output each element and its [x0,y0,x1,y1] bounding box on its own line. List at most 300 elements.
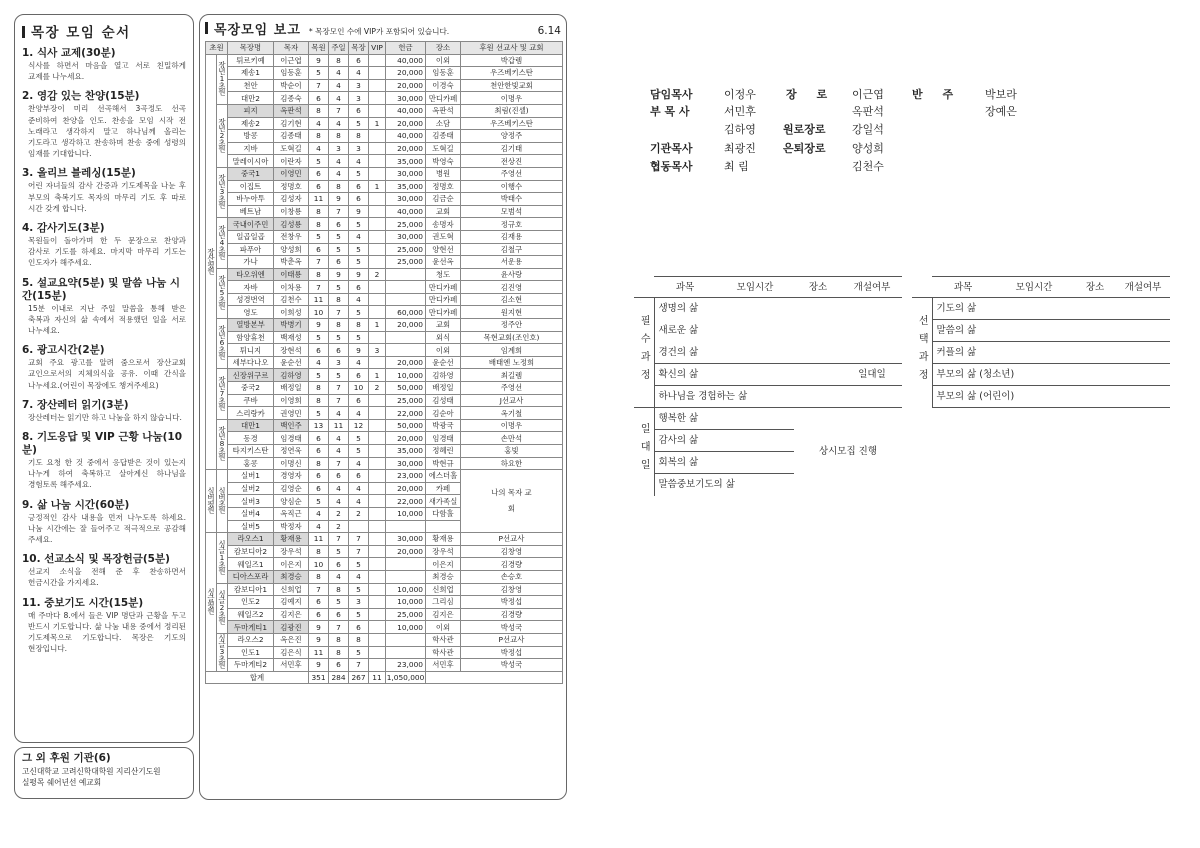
report-row [206,583,563,596]
place: 이외 [426,54,461,67]
place: 학사관 [426,633,461,646]
mokjang: 6 [349,104,369,117]
meeting-step-desc: 매 주마다 8.에서 들은 VIP 명단과 근황을 두고 반드시 기도합니다. 삶 나눔 내용 중에서 정리된 기도제목으로 기도합니다. 목장은 기도의 현장입니다. [28,610,186,654]
mokjang: 5 [349,243,369,256]
vip [369,67,386,80]
mokjang-name: 함양휴천 [228,331,274,344]
mokwon: 6 [309,180,329,193]
staff-name: 이근엽 [852,88,884,101]
place: 권도혁 [426,230,461,243]
offering: 20,000 [386,545,426,558]
place: 서민후 [426,659,461,672]
mokjang-name: 웨일즈1 [228,558,274,571]
grassland-label: 장년7초원 [217,375,227,410]
mokja: 김지은 [274,608,309,621]
mokjang-name: 자바 [228,281,274,294]
mokjang-name: 신장위구르 [228,369,274,382]
mokjang: 6 [349,470,369,483]
report-col-header: 장소 [426,42,461,55]
mission-support: 김진영 [461,281,563,294]
mokjang: 5 [349,646,369,659]
mokjang-name: 대만2 [228,92,274,105]
support-org-line: 실평목 쉐어년선 예교회 [22,778,102,787]
grassland-label: 싱글1초원 [217,539,227,574]
mokjang-name: 타오위엔 [228,268,274,281]
mokwon: 4 [309,520,329,533]
mokja: 김영순 [274,482,309,495]
jueil: 7 [329,457,349,470]
course-item: 부모의 삶 (어린이) [932,386,1074,408]
place: 옥판석 [426,104,461,117]
mokwon: 4 [309,356,329,369]
mokjang: 9 [349,268,369,281]
place: 다함홀 [426,507,461,520]
jueil: 7 [329,205,349,218]
jueil: 4 [329,155,349,168]
staff-name: 이정우 [724,88,756,101]
place: 만디카페 [426,306,461,319]
report-panel [199,14,567,800]
vip [369,54,386,67]
jueil: 7 [329,104,349,117]
mokwon: 5 [309,331,329,344]
place: 송명자 [426,218,461,231]
total-mokwon: 351 [309,671,329,684]
mokjang-name: 파푸아 [228,243,274,256]
offering: 50,000 [386,382,426,395]
mokwon: 6 [309,243,329,256]
course-item: 말씀중보기도의 삶 [658,479,735,491]
mokwon: 5 [309,407,329,420]
mission-support: 김철구 [461,243,563,256]
mokjang: 5 [349,445,369,458]
mokja: 정명호 [274,180,309,193]
mokwon: 8 [309,382,329,395]
mokwon: 7 [309,256,329,269]
grassland-label: 장년6초원 [217,325,227,360]
place: 박광국 [426,419,461,432]
mokwon: 8 [309,130,329,143]
mokwon: 9 [309,54,329,67]
vip [369,520,386,533]
mokwon: 9 [309,633,329,646]
mokjang-name: 라오스1 [228,533,274,546]
mokjang-name: 세부다나오 [228,356,274,369]
jueil: 2 [329,507,349,520]
offering: 25,000 [386,256,426,269]
mission-support: 최길렘 [461,369,563,382]
vip [369,407,386,420]
mokwon: 8 [309,205,329,218]
report-row [206,621,563,634]
place: 양현선 [426,243,461,256]
vip [369,205,386,218]
mission-support: 서운용 [461,256,563,269]
course-item: 하나님을 경험하는 삶 [654,386,794,408]
meeting-step [22,399,186,423]
jueil: 5 [329,596,349,609]
col-header: 모임시간 [716,277,794,298]
mokjang-name: 웨일즈2 [228,608,274,621]
mokja: 옥은진 [274,633,309,646]
vip [369,155,386,168]
report-note: * 목장모인 수에 VIP가 포함되어 있습니다. [308,27,450,36]
total-label: 합계 [206,671,309,684]
offering: 20,000 [386,356,426,369]
jueil: 4 [329,407,349,420]
offering: 30,000 [386,193,426,206]
place: 외식 [426,331,461,344]
mission-support: 이행수 [461,180,563,193]
mokja: 이희성 [274,306,309,319]
vip [369,306,386,319]
mokjang-name: 열방본부 [228,319,274,332]
mission-support: 김소현 [461,293,563,306]
vip [369,356,386,369]
mokwon: 6 [309,445,329,458]
offering: 30,000 [386,230,426,243]
vip [369,608,386,621]
mokja: 이근엽 [274,54,309,67]
meeting-step [22,499,186,546]
mokjang-name: 인도1 [228,646,274,659]
mokwon: 8 [309,394,329,407]
category-label: 필수과정 [638,314,650,387]
staff-name: 양성희 [852,142,884,155]
offering: 10,000 [386,583,426,596]
report-col-header: 목자 [274,42,309,55]
offering: 20,000 [386,117,426,130]
mokwon: 5 [309,67,329,80]
mission-support: 목현교회(조인호) [461,331,563,344]
mission-support: 김기태 [461,142,563,155]
mokwon: 4 [309,117,329,130]
mokjang: 6 [349,193,369,206]
mokwon: 7 [309,281,329,294]
grassland-label: 싱글3초원 [217,633,227,668]
meeting-step-desc: 기도 요청 한 것 중에서 응답받은 것이 있는지 나누게 하여 축복하고 살아계신 하나님을 경험토록 해주세요. [28,458,186,490]
offering: 60,000 [386,306,426,319]
mokjang: 5 [349,218,369,231]
offering [386,293,426,306]
report-row [206,369,563,382]
vip [369,659,386,672]
place: 에스더홀 [426,470,461,483]
place: 학사관 [426,646,461,659]
place: 정명호 [426,180,461,193]
mission-support: 하요한 [461,457,563,470]
mokjang-name: 실버1 [228,470,274,483]
meeting-order-panel [14,14,194,743]
meeting-step [22,167,186,214]
mission-support: 원지현 [461,306,563,319]
mokjang-name: 성경번역 [228,293,274,306]
meeting-step-title: 4. 감사기도(3분) [22,222,105,235]
mokwon: 5 [309,230,329,243]
place: 황재용 [426,533,461,546]
course-item: 기도의 삶 [932,298,1074,320]
plain-label: 실버평원 [206,486,216,513]
staff-label: 담임목사 [650,88,693,101]
mokwon: 11 [309,193,329,206]
vip [369,596,386,609]
vip [369,167,386,180]
grassland-label: 장년1초원 [217,60,227,95]
mokjang-name: 천안 [228,79,274,92]
report-row [206,104,563,117]
plain-label: 싱글평원 [206,587,216,614]
mission-support: J선교사 [461,394,563,407]
vip [369,79,386,92]
offering [386,331,426,344]
meeting-step [22,90,186,159]
mokjang: 9 [349,344,369,357]
jueil: 5 [329,331,349,344]
staff-label: 협동목사 [650,160,693,173]
mokwon: 9 [309,659,329,672]
mokja: 신희업 [274,583,309,596]
place: 카페 [426,482,461,495]
course-item: 경건의 삶 [654,342,794,364]
place: 신희업 [426,583,461,596]
jueil: 4 [329,167,349,180]
mission-support: 최림(진셀) [461,104,563,117]
mission-support: 우즈베키스탄 [461,117,563,130]
place: 박영숙 [426,155,461,168]
report-row [206,180,563,193]
vip [369,570,386,583]
staff-label: 은퇴장로 [783,142,826,155]
offering: 20,000 [386,142,426,155]
mokwon: 10 [309,306,329,319]
offering [386,570,426,583]
mokjang-name: 실버5 [228,520,274,533]
jueil: 3 [329,142,349,155]
mokjang: 3 [349,142,369,155]
jueil: 4 [329,445,349,458]
place: 병원 [426,167,461,180]
mokja: 김성자 [274,193,309,206]
report-row [206,570,563,583]
place: 김금순 [426,193,461,206]
report-col-header: 후원 선교사 및 교회 [461,42,563,55]
meeting-step-title: 11. 중보기도 시간(15분) [22,596,144,609]
place: 정혜린 [426,445,461,458]
vip: 1 [369,180,386,193]
meeting-step-title: 10. 선교소식 및 목장헌금(5분) [22,553,170,566]
offering: 30,000 [386,457,426,470]
course-item: 부모의 삶 (청소년) [932,364,1074,386]
mission-support: 김창영 [461,583,563,596]
offering: 22,000 [386,495,426,508]
report-row [206,230,563,243]
jueil: 5 [329,369,349,382]
mission-support: 윤사랑 [461,268,563,281]
place: 윤선옥 [426,256,461,269]
mokwon: 13 [309,419,329,432]
mokjang: 2 [349,507,369,520]
jueil: 8 [329,54,349,67]
mokwon: 11 [309,646,329,659]
mokwon: 6 [309,344,329,357]
mokjang-name: 중국2 [228,382,274,395]
report-row [206,193,563,206]
mokjang-name: 튀니지 [228,344,274,357]
place: 교회 [426,319,461,332]
mission-support: 모범석 [461,205,563,218]
vip [369,130,386,143]
mokja: 장현석 [274,344,309,357]
mokja: 이란자 [274,155,309,168]
meeting-step-title: 8. 기도응답 및 VIP 근황 나눔(10분) [22,431,182,457]
mokjang: 5 [349,167,369,180]
vip [369,432,386,445]
mission-support: 양정주 [461,130,563,143]
mokwon: 6 [309,167,329,180]
total-mokjang: 267 [349,671,369,684]
mokja: 이영민 [274,167,309,180]
place: 청도 [426,268,461,281]
mokjang-name: 타지키스탄 [228,445,274,458]
course-item: 회복의 삶 [654,452,794,474]
jueil: 6 [329,608,349,621]
mokjang-name: 일곱일곱 [228,230,274,243]
report-row [206,545,563,558]
report-row [206,79,563,92]
meeting-step-title: 5. 설교요약(5분) 및 말씀 나눔 시간(15분) [22,276,181,302]
jueil: 7 [329,621,349,634]
mokja: 박병기 [274,319,309,332]
mokja: 임경태 [274,432,309,445]
place: 임경태 [426,432,461,445]
course-item: 생명의 삶 [658,303,699,315]
mokjang-name: 바누아투 [228,193,274,206]
course-item: 감사의 삶 [654,430,794,452]
mokjang-name: 가나 [228,256,274,269]
vip [369,142,386,155]
meeting-step-desc: 목원들이 돌아가며 한 두 문장으로 찬양과 감사로 기도를 하세요. 마지막 마무리 기도는 인도자가 해주세요. [28,236,186,268]
vip [369,104,386,117]
mission-support: 김경량 [461,608,563,621]
meeting-step [22,597,186,655]
mokjang: 5 [349,583,369,596]
report-row [206,533,563,546]
mokwon: 10 [309,558,329,571]
mokja: 이은지 [274,558,309,571]
report-row [206,155,563,168]
jueil: 8 [329,180,349,193]
mission-support: 주영선 [461,382,563,395]
grassland-label: 장년2초원 [217,117,227,152]
mokwon: 6 [309,482,329,495]
offering: 22,000 [386,407,426,420]
report-row [206,205,563,218]
vip [369,92,386,105]
mission-support: 김재용 [461,230,563,243]
mokja: 백인주 [274,419,309,432]
place [426,520,461,533]
place: 김종태 [426,130,461,143]
mokwon: 9 [309,319,329,332]
mokja: 윤순선 [274,356,309,369]
jueil: 8 [329,646,349,659]
jueil: 7 [329,394,349,407]
col-header: 과목 [654,277,716,298]
staff-name: 김천수 [852,160,884,173]
mission-support: 박정섭 [461,596,563,609]
mokwon: 8 [309,218,329,231]
place: 만디카페 [426,281,461,294]
mokja: 김광진 [274,621,309,634]
mokjang: 6 [349,621,369,634]
vip [369,331,386,344]
mokjang: 5 [349,306,369,319]
mission-support: 김창영 [461,545,563,558]
offering: 30,000 [386,167,426,180]
vip [369,495,386,508]
report-row [206,281,563,294]
mokjang: 3 [349,92,369,105]
vip: 1 [369,117,386,130]
category-label: 선택과정 [916,314,928,387]
offering [386,281,426,294]
place: 김성태 [426,394,461,407]
vip [369,621,386,634]
report-row [206,67,563,80]
mokjang-name: 스리랑카 [228,407,274,420]
offering: 20,000 [386,432,426,445]
mokwon: 6 [309,608,329,621]
support-org-line: 고신대학교 고려신학대학원 지리산기도원 [22,767,161,776]
report-col-header: 목장 [349,42,369,55]
meeting-step-title: 2. 영감 있는 찬양(15분) [22,90,140,103]
mokjang-name: 실버3 [228,495,274,508]
meeting-order-steps [22,47,186,655]
offering: 20,000 [386,79,426,92]
offering: 35,000 [386,445,426,458]
offering: 35,000 [386,155,426,168]
offering: 20,000 [386,67,426,80]
mokjang-name: 지바 [228,142,274,155]
jueil: 6 [329,256,349,269]
report-date: 6.14 [537,25,561,37]
vip [369,558,386,571]
vip [369,445,386,458]
place: 도혁길 [426,142,461,155]
mokwon: 6 [309,92,329,105]
jueil: 7 [329,306,349,319]
jueil: 8 [329,633,349,646]
meeting-step [22,344,186,391]
vip [369,293,386,306]
meeting-order-title: 목장 모임 순서 [22,21,186,41]
report-row [206,319,563,332]
vip [369,230,386,243]
place: 만디카페 [426,293,461,306]
jueil: 4 [329,570,349,583]
vip [369,256,386,269]
meeting-step-title: 7. 장산레터 읽기(3분) [22,398,129,411]
mokja: 박정자 [274,520,309,533]
staff-label: 부 목 사 [650,105,690,118]
jueil: 4 [329,79,349,92]
report-row [206,117,563,130]
mokwon: 5 [309,495,329,508]
offering: 10,000 [386,596,426,609]
report-row [206,445,563,458]
mokja: 이창룡 [274,205,309,218]
report-row [206,382,563,395]
